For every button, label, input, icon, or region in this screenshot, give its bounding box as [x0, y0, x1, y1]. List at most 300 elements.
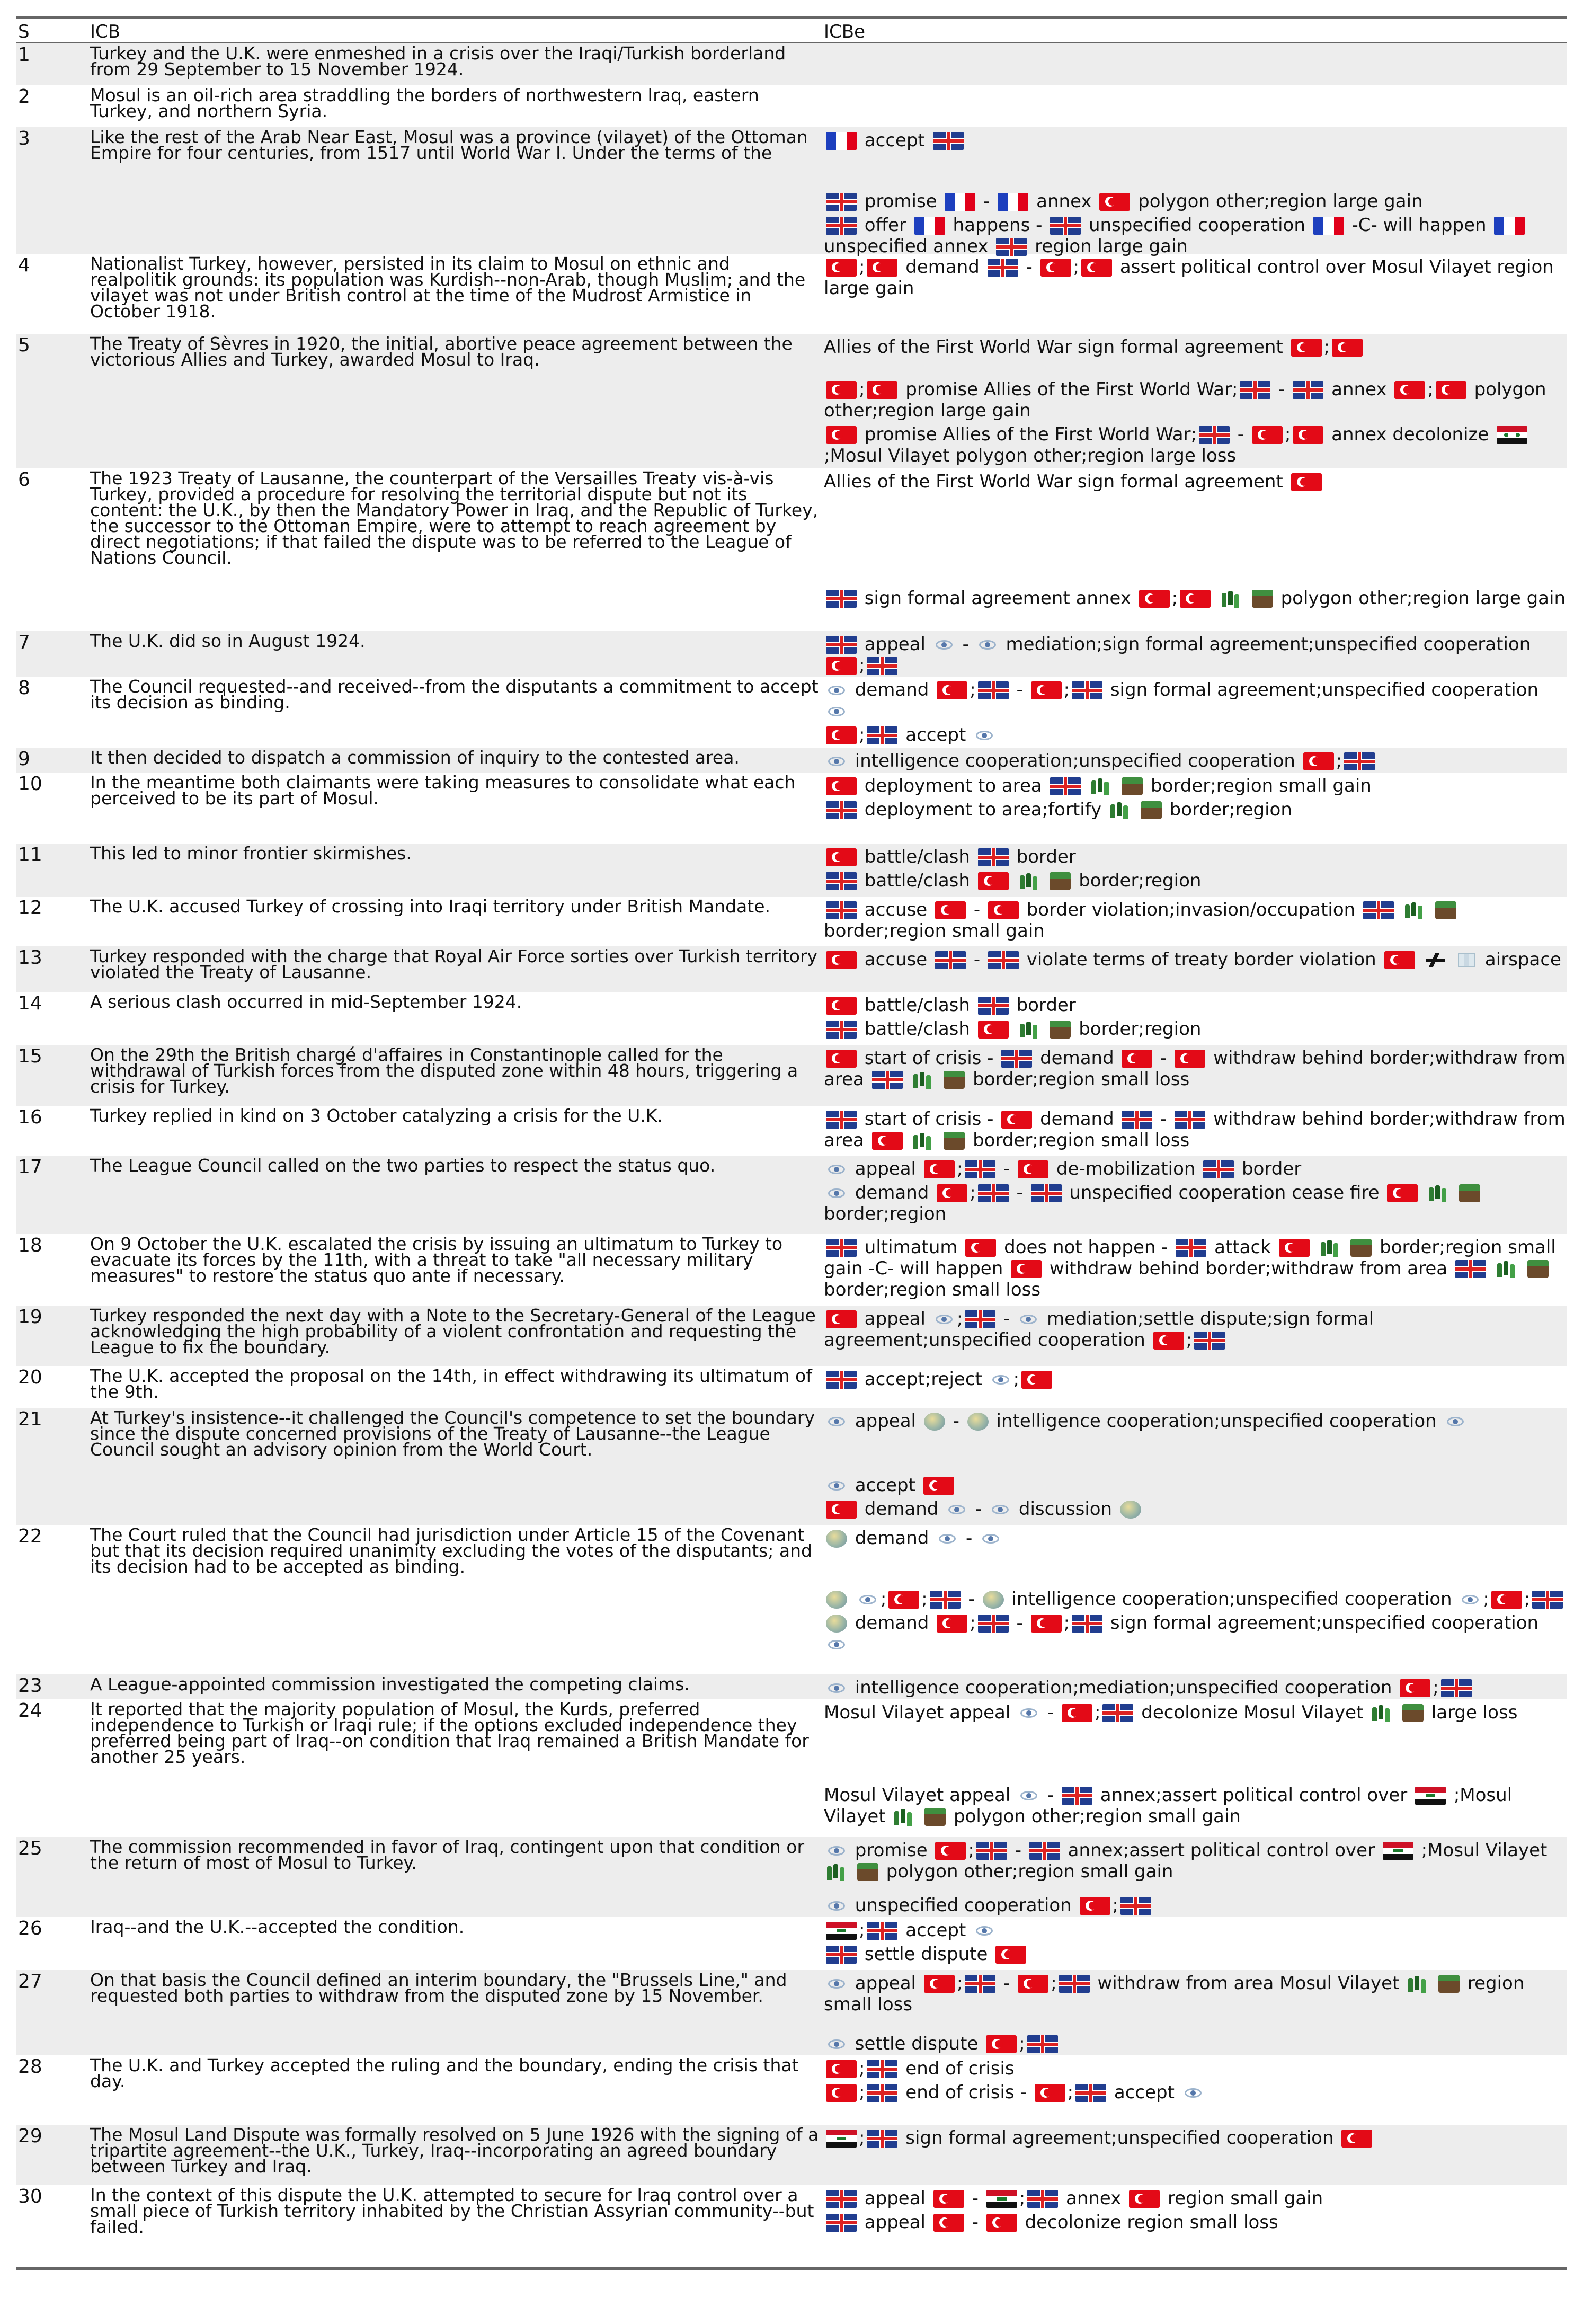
table-row — [16, 844, 1567, 897]
icbe-events — [824, 844, 1567, 897]
row-number: 6 — [18, 469, 30, 491]
event-text — [917, 1806, 922, 1827]
event-text: discussion — [1013, 1498, 1118, 1520]
event-text: ; — [1051, 1973, 1057, 1994]
icb-text — [90, 1782, 824, 1837]
table-body — [16, 43, 1567, 2267]
icbe-events — [824, 254, 1567, 334]
turkey-flag-icon — [1491, 1591, 1522, 1609]
event-text: battle/clash — [859, 870, 976, 891]
icb-text: On that basis the Council defined an interim boundary, the "Brussels Line," and requested both parties to withdraw from the disputed zone by 15 November. — [90, 1970, 787, 2006]
table-row — [16, 468, 1567, 585]
bottom-rule — [16, 2267, 1567, 2270]
row-number: 17 — [18, 1156, 42, 1178]
syria-flag-icon — [1497, 426, 1527, 444]
row-number: 7 — [18, 632, 30, 653]
icb-text: The commission recommended in favor of Iraq, contingent upon that condition or the return of most of Mosul to Turkey. — [90, 1837, 805, 1873]
event-text: demand — [849, 1612, 935, 1634]
row-number: 14 — [18, 992, 42, 1014]
turkey-flag-icon — [826, 848, 857, 866]
event-text: end of crisis — [900, 2058, 1015, 2079]
event-text: ; — [1323, 336, 1330, 358]
turkey-flag-icon — [1031, 1615, 1062, 1633]
event-text — [1213, 588, 1219, 609]
world-court-globe-icon — [967, 1413, 989, 1431]
turkey-flag-icon — [1018, 1160, 1048, 1178]
turkey-flag-icon — [937, 1184, 967, 1202]
turkey-flag-icon — [1001, 1111, 1032, 1129]
table-row — [16, 188, 1567, 257]
uk-flag-icon — [826, 901, 857, 919]
icb-text: This led to minor frontier skirmishes. — [90, 843, 412, 864]
icbe-events — [824, 2030, 1567, 2055]
event-line — [824, 2185, 1567, 2209]
event-text: mediation;sign formal agreement;unspecified cooperation — [1000, 634, 1531, 655]
soldiers-icon — [912, 1132, 933, 1150]
icbe-events — [824, 2125, 1567, 2185]
event-text: ; — [859, 256, 865, 278]
event-text: border;region — [1073, 1018, 1202, 1040]
icb-text: Like the rest of the Arab Near East, Mosul was a province (vilayet) of the Ottoman Empire for four centuries, from 1517 until World War I. Under the terms of the — [90, 127, 808, 163]
league-eye-icon — [1460, 1591, 1481, 1609]
table-row — [16, 1674, 1567, 1699]
league-eye-icon — [974, 1922, 995, 1940]
event-text: annex — [1060, 2188, 1127, 2209]
event-text: region large gain — [1029, 236, 1188, 257]
uk-flag-icon — [1027, 2035, 1058, 2053]
icb-text: Nationalist Turkey, however, persisted in its claim to Mosul on ethnic and realpolitik grounds: its population was Kurdish--non-Arab, though Muslim; and the vilayet was not under British control at the time of the Mudrost Armistice in October 1918. — [90, 253, 806, 322]
league-eye-icon — [826, 681, 847, 699]
uk-flag-icon — [1176, 1239, 1206, 1257]
row-number: 20 — [18, 1367, 42, 1388]
event-text — [1114, 775, 1119, 796]
event-text: battle/clash — [859, 995, 976, 1016]
event-text: settle dispute — [849, 2033, 984, 2054]
event-text: border;region small loss — [967, 1130, 1190, 1151]
event-line — [824, 773, 1567, 796]
event-text: promise — [849, 1840, 933, 1861]
uk-flag-icon — [1072, 1615, 1102, 1633]
event-line — [824, 1970, 1567, 2015]
event-text: settle dispute — [859, 1944, 994, 1965]
icb-text: The Council requested--and received--from the disputants a commitment to accept its decision as binding. — [90, 676, 819, 713]
uk-flag-icon — [1441, 1679, 1472, 1697]
icbe-events — [824, 748, 1567, 773]
event-text: ; — [859, 2058, 865, 2079]
icb-text — [90, 188, 824, 254]
event-text — [1042, 1018, 1048, 1040]
event-line — [824, 992, 1567, 1016]
event-line — [824, 722, 1567, 746]
uk-flag-icon — [978, 1184, 1009, 1202]
turkey-flag-icon — [935, 901, 966, 919]
event-line — [824, 2055, 1567, 2079]
event-text: ; — [859, 655, 865, 676]
turkey-flag-icon — [988, 901, 1019, 919]
event-line — [824, 2079, 1567, 2103]
table-row — [16, 1306, 1567, 1366]
event-text: polygon other;region large gain — [1275, 588, 1566, 609]
turkey-flag-icon — [978, 872, 1009, 890]
event-text: ; — [1112, 1895, 1118, 1916]
icbe-events — [824, 2185, 1567, 2267]
league-eye-icon — [826, 1160, 847, 1178]
event-text: battle/clash — [859, 846, 976, 867]
icbe-events — [824, 1699, 1567, 1782]
event-text: appeal — [849, 1158, 922, 1179]
event-text — [1430, 1973, 1436, 1994]
icb-text: A serious clash occurred in mid-September 1924. — [90, 991, 522, 1012]
icb-text — [90, 1586, 824, 1674]
iraq-flag-icon — [826, 2130, 857, 2148]
event-text: ; — [1427, 379, 1434, 400]
event-text: demand — [859, 1498, 945, 1520]
row-number — [16, 585, 90, 631]
event-text: ; — [859, 1920, 865, 1941]
turkey-flag-icon — [965, 1239, 996, 1257]
icb-text: The U.K. accepted the proposal on the 14th, in effect withdrawing its ultimatum of the 9th. — [90, 1365, 812, 1402]
uk-flag-icon — [1029, 1842, 1060, 1860]
event-text: - — [1042, 1785, 1060, 1806]
uk-flag-icon — [988, 259, 1018, 277]
event-text: ; — [1483, 1589, 1489, 1610]
event-text: attack — [1208, 1237, 1277, 1258]
event-line — [824, 1917, 1567, 1941]
event-text: - — [1154, 1048, 1173, 1069]
row-number — [16, 188, 90, 254]
event-text: appeal — [859, 634, 931, 655]
event-text: ; — [968, 1840, 974, 1861]
event-text: - — [998, 1308, 1016, 1329]
event-line — [824, 1016, 1567, 1040]
event-text: Mosul Vilayet appeal — [824, 1785, 1017, 1806]
event-text: ;Mosul Vilayet polygon other;region large loss — [824, 445, 1237, 466]
table-row — [16, 1699, 1567, 1782]
uk-flag-icon — [933, 132, 964, 150]
event-line — [824, 1586, 1567, 1610]
event-text — [1420, 1182, 1426, 1203]
world-court-globe-icon — [983, 1591, 1004, 1609]
event-line — [824, 1366, 1567, 1390]
event-line — [824, 1179, 1567, 1225]
event-text: appeal — [859, 2188, 931, 2209]
iraq-flag-icon — [1383, 1842, 1413, 1860]
icbe-events — [824, 468, 1567, 585]
turkey-flag-icon — [1394, 381, 1425, 399]
icbe-events — [824, 897, 1567, 946]
event-text: de-mobilization — [1051, 1158, 1202, 1179]
event-text: violate terms of treaty border violation — [1020, 949, 1382, 970]
event-line — [824, 1941, 1567, 1965]
table-row — [16, 334, 1567, 376]
uk-flag-icon — [867, 1922, 897, 1940]
event-text: - — [1154, 1108, 1173, 1130]
row-number: 24 — [18, 1700, 42, 1722]
turkey-flag-icon — [1099, 193, 1130, 211]
icb-text: In the meantime both claimants were taking measures to consolidate what each perceived to be its part of Mosul. — [90, 772, 796, 809]
iraq-flag-icon — [1415, 1787, 1446, 1805]
event-line — [824, 585, 1567, 609]
event-text: withdraw behind border;withdraw from area — [1044, 1258, 1453, 1279]
event-text: promise — [859, 191, 943, 212]
turkey-flag-icon — [986, 2214, 1017, 2232]
event-text: ; — [1186, 1329, 1193, 1351]
turkey-flag-icon — [937, 681, 967, 699]
icbe-events — [824, 585, 1567, 631]
event-text — [1083, 775, 1089, 796]
icbe-events — [824, 677, 1567, 748]
turkey-flag-icon — [826, 657, 857, 675]
turkey-flag-icon — [826, 951, 857, 969]
soldiers-icon — [1221, 590, 1242, 608]
row-number: 4 — [18, 254, 30, 276]
event-text: - — [998, 1158, 1016, 1179]
event-text — [905, 1130, 911, 1151]
world-court-globe-icon — [826, 1591, 847, 1609]
league-eye-icon — [1182, 2084, 1204, 2102]
uk-flag-icon — [826, 217, 857, 235]
icb-text: The Treaty of Sèvres in 1920, the initial, abortive peace agreement between the victorious Allies and Turkey, awarded Mosul to Iraq. — [90, 333, 793, 370]
icb-text: The U.K. and Turkey accepted the ruling and the boundary, ending the crisis that day. — [90, 2055, 799, 2091]
row-number: 1 — [18, 44, 30, 66]
uk-flag-icon — [1120, 1897, 1151, 1915]
event-text — [1396, 899, 1402, 920]
event-text: annex;assert political control over — [1094, 1785, 1413, 1806]
world-court-globe-icon — [826, 1615, 847, 1633]
turkey-flag-icon — [1153, 1332, 1184, 1350]
league-eye-icon — [1018, 1310, 1039, 1328]
aircraft-icon — [1425, 951, 1446, 969]
event-line — [824, 421, 1567, 466]
event-text: ; — [1019, 2188, 1026, 2209]
event-text: - — [960, 1528, 979, 1549]
uk-flag-icon — [1363, 901, 1394, 919]
soldiers-icon — [1496, 1260, 1517, 1278]
event-text: - — [970, 1498, 988, 1520]
league-eye-icon — [1018, 1787, 1039, 1805]
territory-block-icon — [944, 1071, 965, 1089]
france-flag-icon — [1313, 217, 1344, 235]
event-text — [849, 1861, 855, 1882]
turkey-flag-icon — [1384, 951, 1415, 969]
turkey-flag-icon — [1291, 339, 1322, 357]
uk-flag-icon — [1001, 1050, 1032, 1068]
league-eye-icon — [826, 1975, 847, 1993]
row-number: 16 — [18, 1106, 42, 1128]
table-row — [16, 585, 1567, 631]
uk-flag-icon — [1027, 2190, 1058, 2208]
icbe-events — [824, 2055, 1567, 2125]
event-text: offer — [859, 215, 912, 236]
event-text: border;region — [1163, 799, 1292, 820]
event-text: border;region small loss — [824, 1279, 1041, 1300]
uk-flag-icon — [1072, 681, 1102, 699]
event-text: demand — [900, 256, 985, 278]
event-line — [824, 946, 1567, 970]
table-row — [16, 1472, 1567, 1525]
uk-flag-icon — [1175, 1111, 1205, 1129]
turkey-flag-icon — [1387, 1184, 1418, 1202]
row-number — [16, 376, 90, 468]
row-number: 26 — [18, 1918, 42, 1939]
event-text — [1343, 1237, 1349, 1258]
event-text: decolonize Mosul Vilayet — [1135, 1702, 1369, 1723]
table-row — [16, 376, 1567, 468]
turkey-flag-icon — [1011, 1260, 1042, 1278]
territory-block-icon — [1438, 1975, 1460, 1993]
event-line — [824, 127, 1567, 151]
event-text: unspecified cooperation — [1083, 215, 1311, 236]
soldiers-icon — [912, 1071, 933, 1089]
event-text: - — [956, 634, 975, 655]
icb-text: Iraq--and the U.K.--accepted the condition. — [90, 1917, 465, 1937]
turkey-flag-icon — [986, 2035, 1017, 2053]
row-number: 22 — [18, 1525, 42, 1547]
event-text: ; — [1524, 1589, 1531, 1610]
event-text: withdraw from area Mosul Vilayet — [1091, 1973, 1406, 1994]
turkey-flag-icon — [1035, 2084, 1065, 2102]
icbe-events — [824, 946, 1567, 992]
league-eye-icon — [974, 726, 995, 744]
row-number: 25 — [18, 1838, 42, 1859]
event-text: - — [998, 1973, 1016, 1994]
event-line — [824, 1234, 1567, 1300]
event-text: sign formal agreement;unspecified cooperation — [900, 2127, 1340, 2149]
document — [16, 16, 1567, 2270]
event-text: ; — [880, 1589, 887, 1610]
icbe-events — [824, 631, 1567, 677]
event-text: border;region small gain -C- will happen — [824, 1237, 1556, 1279]
territory-block-icon — [1527, 1260, 1549, 1278]
event-text: - — [1231, 424, 1250, 445]
event-text: ; — [956, 1308, 963, 1329]
event-line — [824, 1674, 1567, 1698]
territory-block-icon — [924, 1808, 946, 1826]
uk-flag-icon — [978, 1615, 1009, 1633]
uk-flag-icon — [867, 2060, 897, 2078]
event-line — [824, 631, 1567, 676]
uk-flag-icon — [826, 872, 857, 890]
icbe-events — [824, 1782, 1567, 1837]
event-text: accept — [859, 130, 931, 151]
uk-flag-icon — [935, 951, 966, 969]
row-number: 5 — [18, 334, 30, 356]
turkey-flag-icon — [826, 1501, 857, 1519]
turkey-flag-icon — [826, 426, 857, 444]
icb-text: On the 29th the British chargé d'affaires in Constantinople called for the withdrawal of Turkish forces from the disputed zone within 48 hours, triggering a crisis for Turkey. — [90, 1044, 798, 1097]
league-eye-icon — [826, 703, 847, 721]
turkey-flag-icon — [937, 1615, 967, 1633]
france-flag-icon — [945, 193, 975, 211]
event-text: - — [977, 191, 996, 212]
airspace-map-icon — [1456, 951, 1477, 969]
event-text: ; — [1063, 679, 1070, 700]
event-text: unspecified cooperation — [849, 1895, 1078, 1916]
league-eye-icon — [826, 1679, 847, 1697]
event-text — [1451, 1182, 1457, 1203]
turkey-flag-icon — [935, 1842, 966, 1860]
row-number: 28 — [18, 2056, 42, 2078]
event-text — [1394, 1702, 1400, 1723]
icbe-events — [824, 1045, 1567, 1106]
event-text — [1448, 949, 1454, 970]
event-text — [936, 1069, 941, 1090]
uk-flag-icon — [826, 2214, 857, 2232]
event-text: large loss — [1425, 1702, 1518, 1723]
event-line — [824, 212, 1567, 257]
league-eye-icon — [933, 1310, 955, 1328]
iraq-flag-icon — [826, 1922, 857, 1940]
territory-block-icon — [1402, 1704, 1424, 1722]
event-line — [824, 1782, 1567, 1827]
event-text: accuse — [859, 899, 933, 920]
event-text: promise Allies of the First World War; — [859, 424, 1197, 445]
row-number: 10 — [18, 773, 42, 795]
france-flag-icon — [998, 193, 1028, 211]
icbe-events — [824, 1892, 1567, 1917]
league-eye-icon — [826, 1184, 847, 1202]
row-number: 2 — [18, 86, 30, 108]
icb-text: The League Council called on the two parties to respect the status quo. — [90, 1155, 716, 1176]
row-number: 19 — [18, 1306, 42, 1328]
event-text: border violation;invasion/occupation — [1020, 899, 1362, 920]
event-text: polygon other;region small gain — [880, 1861, 1173, 1882]
league-eye-icon — [1445, 1413, 1466, 1431]
event-text: demand — [849, 1182, 935, 1203]
icb-text: At Turkey's insistence--it challenged the Council's competence to set the boundary since the dispute concerned provisions of the Treaty of Lausanne--the League Council sought an advisory opinion from the World Court. — [90, 1407, 815, 1460]
icbe-events — [824, 1472, 1567, 1525]
icb-text — [90, 1892, 824, 1917]
event-line — [824, 376, 1567, 421]
icbe-events — [824, 992, 1567, 1045]
event-line — [824, 1106, 1567, 1151]
event-text: demand — [849, 679, 935, 700]
turkey-flag-icon — [924, 1160, 955, 1178]
event-text — [1427, 899, 1433, 920]
table-row — [16, 631, 1567, 677]
league-eye-icon — [990, 1501, 1011, 1519]
table-header — [16, 19, 1567, 43]
turkey-flag-icon — [826, 1050, 857, 1068]
row-number: 9 — [18, 748, 30, 770]
icb-text — [90, 376, 824, 468]
league-eye-icon — [826, 752, 847, 770]
table-row — [16, 1525, 1567, 1586]
event-text: deployment to area;fortify — [859, 799, 1108, 820]
uk-flag-icon — [1062, 1787, 1092, 1805]
event-text: region small loss — [824, 1973, 1525, 2015]
event-text: ; — [1094, 1702, 1101, 1723]
territory-block-icon — [1050, 872, 1071, 890]
turkey-flag-icon — [978, 1021, 1009, 1039]
uk-flag-icon — [978, 848, 1009, 866]
event-line — [824, 254, 1567, 299]
icb-text: The U.K. accused Turkey of crossing into Iraqi territory under British Mandate. — [90, 896, 770, 917]
event-line — [824, 1525, 1567, 1549]
event-line — [824, 1892, 1567, 1916]
icb-text — [90, 2030, 824, 2055]
world-court-globe-icon — [924, 1413, 945, 1431]
territory-block-icon — [1122, 777, 1143, 795]
row-number: 15 — [18, 1045, 42, 1067]
event-text: start of crisis - — [859, 1048, 1000, 1069]
event-text: does not happen - — [998, 1237, 1174, 1258]
france-flag-icon — [1494, 217, 1525, 235]
event-line — [824, 188, 1567, 212]
event-text: ; — [1433, 1677, 1439, 1698]
turkey-flag-icon — [1040, 259, 1071, 277]
icbe-events — [824, 1106, 1567, 1156]
